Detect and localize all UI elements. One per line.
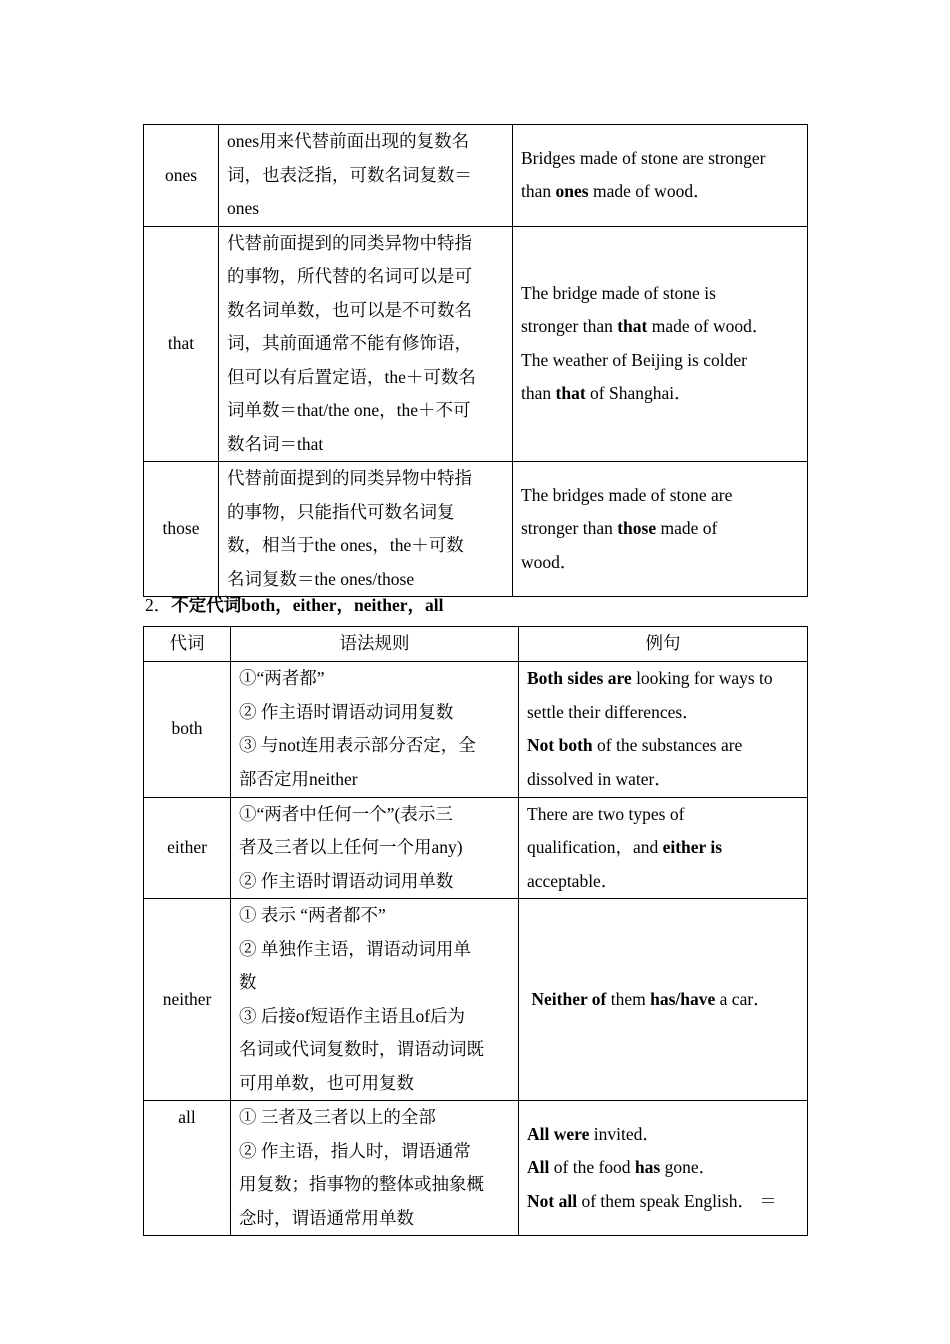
example-sentence <box>513 462 808 597</box>
text-segment: gone． <box>660 1157 717 1178</box>
pronoun-word: all <box>144 1101 231 1236</box>
table-row <box>144 462 808 597</box>
rule-line: ones <box>227 198 260 218</box>
text-segment: The weather of Beijing is colder <box>521 349 747 370</box>
example-line <box>521 479 799 513</box>
header-example: 例句 <box>519 627 808 662</box>
section-title-cn: 不定代词 <box>171 595 242 615</box>
rule-line: 名词复数＝the ones/those <box>227 568 415 589</box>
example-line <box>527 865 799 899</box>
text-segment: wood． <box>521 551 578 572</box>
bold-keyword: Neither of <box>531 988 607 1009</box>
example-sentence <box>513 226 808 462</box>
rule-line: ①“两者都” <box>239 668 325 688</box>
example-line <box>521 377 799 411</box>
pronoun-word: ones <box>144 125 219 227</box>
rule-line: 名词或代词复数时，谓语动词既 <box>239 1039 484 1059</box>
pronoun-word: both <box>144 661 231 797</box>
text-segment: of the food <box>549 1157 635 1178</box>
text-segment: of the substances are <box>592 735 743 755</box>
text-segment: There are two types of <box>527 803 685 824</box>
example-line <box>527 763 799 797</box>
rule-line: 词单数＝that/the one，the＋不可 <box>227 400 471 420</box>
text-segment: made of wood． <box>647 316 770 337</box>
rule-line: ones用来代替前面出现的复数名 <box>227 131 470 151</box>
rule-line: ③ 后接of短语作主语且of后为 <box>239 1005 466 1026</box>
grammar-rule <box>219 226 513 462</box>
text-segment: The bridge made of stone is <box>521 282 716 303</box>
rule-line: ② 作主语时谓语动词用复数 <box>239 701 454 722</box>
example-line <box>527 798 799 832</box>
example-line <box>527 696 799 730</box>
rule-line: 但可以有后置定语，the＋可数名 <box>227 366 476 387</box>
text-segment: them <box>606 988 651 1009</box>
rule-line: 代替前面提到的同类异物中特指 <box>227 468 472 488</box>
example-line <box>521 512 799 546</box>
table-header-row <box>144 627 808 662</box>
example-line <box>521 310 799 344</box>
text-segment: looking for ways to <box>631 668 773 688</box>
rule-line: 的事物，只能指代可数名词复 <box>227 501 455 522</box>
example-line <box>527 831 799 865</box>
bold-keyword: that <box>617 316 648 337</box>
pronoun-word: either <box>144 797 231 899</box>
table-row <box>144 125 808 227</box>
bold-keyword: ones <box>555 181 589 202</box>
text-segment: dissolved in water． <box>527 768 672 789</box>
bold-keyword: has/have <box>650 988 716 1009</box>
example-sentence <box>513 125 808 227</box>
rule-line: 词，其前面通常不能有修饰语， <box>227 333 472 353</box>
section-number: 2． <box>145 595 172 615</box>
pronoun-word: that <box>144 226 219 462</box>
table-row <box>144 1101 808 1236</box>
grammar-rule <box>219 462 513 597</box>
text-segment: of Shanghai． <box>585 383 692 404</box>
grammar-rule <box>219 125 513 227</box>
table-row <box>144 661 808 797</box>
table-row <box>144 797 808 899</box>
section-heading-indefinite-pronouns <box>145 592 443 618</box>
pronoun-substitute-table <box>143 124 808 597</box>
example-line <box>527 983 799 1017</box>
example-line <box>527 662 799 696</box>
bold-keyword: Not both <box>527 735 593 755</box>
rule-line: ①“两者中任何一个”(表示三 <box>239 803 453 824</box>
example-sentence <box>519 797 808 899</box>
rule-line: ① 表示 “两者都不” <box>239 905 386 925</box>
table-row <box>144 226 808 462</box>
grammar-rule <box>231 899 519 1101</box>
example-line <box>527 1151 799 1185</box>
example-line <box>521 142 799 176</box>
text-segment: of them speak English． ＝ <box>577 1190 777 1211</box>
text-segment: made of wood． <box>588 181 711 202</box>
pronoun-word: those <box>144 462 219 597</box>
bold-keyword: those <box>617 518 657 539</box>
example-line <box>527 1185 799 1219</box>
rule-line: 用复数；指事物的整体或抽象概 <box>239 1174 484 1194</box>
rule-line: 数 <box>239 972 257 992</box>
rule-line: 可用单数，也可用复数 <box>239 1072 414 1093</box>
example-line <box>527 1118 799 1152</box>
example-line <box>521 344 799 378</box>
bold-keyword: that <box>555 383 586 404</box>
rule-line: ① 三者及三者以上的全部 <box>239 1107 436 1127</box>
rule-line: 的事物，所代替的名词可以是可 <box>227 266 472 286</box>
text-segment: acceptable． <box>527 870 619 891</box>
grammar-rule <box>231 1101 519 1236</box>
text-segment: a car． <box>715 988 771 1009</box>
example-sentence <box>519 661 808 797</box>
grammar-rule <box>231 797 519 899</box>
header-rule: 语法规则 <box>231 627 519 662</box>
rule-line: 部否定用neither <box>239 768 358 789</box>
text-segment: Bridges made of stone are stronger <box>521 147 766 168</box>
bold-keyword: All were <box>527 1123 590 1144</box>
text-segment: The bridges made of stone are <box>521 484 733 505</box>
bold-keyword: either is <box>662 837 723 857</box>
text-segment: settle their differences． <box>527 701 700 722</box>
pronoun-word: neither <box>144 899 231 1101</box>
text-segment: than <box>521 181 556 202</box>
text-segment: qualification，and <box>527 837 663 857</box>
example-line <box>521 175 799 209</box>
text-segment: than <box>521 383 556 404</box>
rule-line: 数名词单数，也可以是不可数名 <box>227 299 472 320</box>
rule-line: ② 作主语时谓语动词用单数 <box>239 870 454 891</box>
text-segment: made of <box>656 518 718 539</box>
grammar-rule <box>231 661 519 797</box>
bold-keyword: has <box>634 1157 661 1178</box>
bold-keyword: Not all <box>527 1190 578 1211</box>
rule-line: ③ 与not连用表示部分否定，全 <box>239 735 476 755</box>
rule-line: 者及三者以上任何一个用any) <box>239 837 463 857</box>
example-line <box>521 277 799 311</box>
rule-line: ② 作主语，指人时，谓语通常 <box>239 1140 471 1161</box>
example-sentence <box>519 899 808 1101</box>
rule-line: 数，相当于the ones，the＋可数 <box>227 535 464 555</box>
section-title-en: both，either，neither，all <box>241 595 444 615</box>
rule-line: 词，也表泛指，可数名词复数＝ <box>227 164 472 185</box>
rule-line: ② 单独作主语，谓语动词用单 <box>239 938 471 959</box>
text-segment: stronger than <box>521 316 618 337</box>
example-sentence <box>519 1101 808 1236</box>
text-segment: invited． <box>589 1123 660 1144</box>
rule-line: 念时，谓语通常用单数 <box>239 1207 414 1228</box>
bold-keyword: Both sides are <box>527 668 632 688</box>
header-word: 代词 <box>144 627 231 662</box>
example-line <box>527 729 799 763</box>
rule-line: 代替前面提到的同类异物中特指 <box>227 232 472 253</box>
rule-line: 数名词＝that <box>227 433 324 454</box>
example-line <box>521 546 799 580</box>
bold-keyword: All <box>527 1157 550 1178</box>
table-row <box>144 899 808 1101</box>
text-segment: stronger than <box>521 518 618 539</box>
indefinite-pronoun-table <box>143 626 808 1236</box>
